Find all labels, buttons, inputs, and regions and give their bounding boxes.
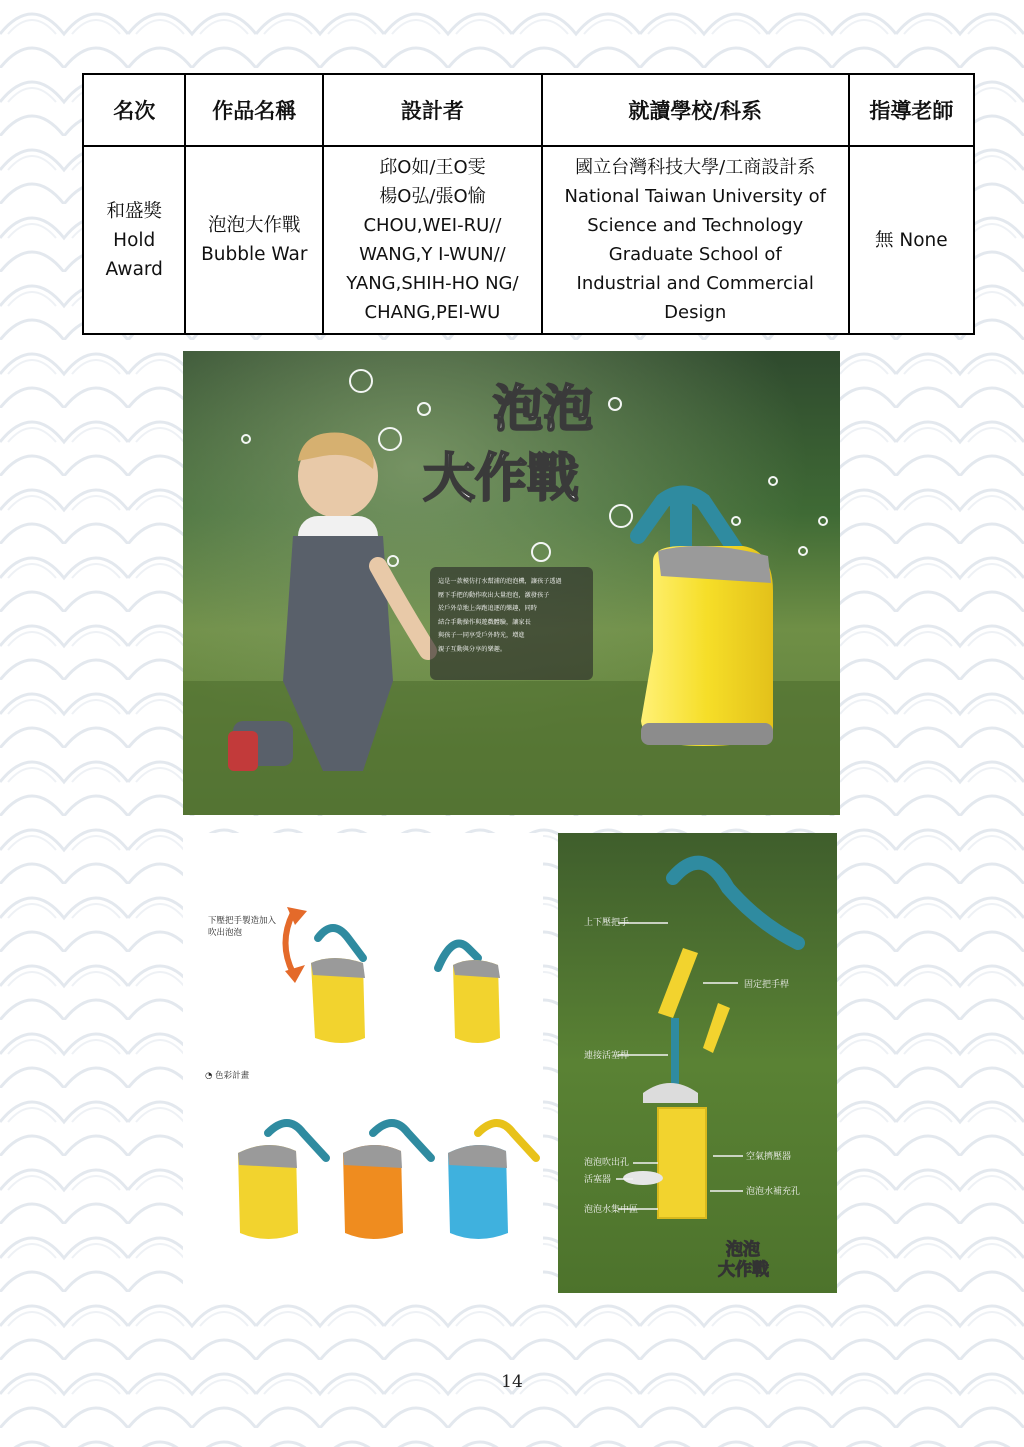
page-number: 14 — [501, 1372, 523, 1392]
cell-work — [185, 146, 323, 334]
school-line: Design — [664, 302, 727, 323]
school-line: National Taiwan University of — [564, 186, 826, 207]
designer-line: 楊O弘/張O愉 — [379, 186, 486, 207]
parts-logo-1: 泡泡 — [726, 1240, 760, 1260]
color-variant-pump — [238, 1123, 326, 1239]
description-line: 結合手動操作與遊戲體驗，讓家長 — [438, 618, 531, 626]
designer-line: WANG,Y I-WUN// — [359, 244, 506, 265]
part-label: 泡泡水集中區 — [584, 1205, 639, 1215]
parts-logo-2: 大作戰 — [718, 1260, 769, 1280]
color-wheel-icon: ◔ — [205, 1071, 216, 1081]
part-label: 上下壓把手 — [584, 918, 630, 928]
table-row — [83, 146, 974, 334]
part-label: 固定把手桿 — [744, 980, 790, 990]
description-line: 於戶外草地上奔跑追逐的樂趣，同時 — [438, 605, 537, 612]
school-line: Industrial and Commercial — [576, 273, 814, 294]
header-advisor: 指導老師 — [849, 74, 974, 146]
caption-colors — [205, 1069, 249, 1081]
cell-school — [542, 146, 849, 334]
cell-advisor: 無 None — [849, 146, 974, 334]
usage-panel — [183, 833, 543, 1293]
designer-line: 邱O如/王O雯 — [379, 157, 486, 178]
cell-designers — [323, 146, 542, 334]
color-variant-pump — [448, 1123, 536, 1239]
description-line: 與孩子一同享受戶外時光，增進 — [438, 632, 525, 639]
parts-panel — [558, 833, 837, 1293]
part-label: 活塞器 — [584, 1175, 612, 1185]
part-label: 連接活塞桿 — [584, 1051, 630, 1061]
header-school: 就讀學校/科系 — [542, 74, 849, 146]
exploded-view — [558, 833, 837, 1293]
work-zh: 泡泡大作戰 — [208, 215, 301, 236]
table-header-row — [83, 74, 974, 146]
poster-photo — [183, 351, 840, 815]
rank-en-2: Award — [105, 258, 163, 280]
header-rank: 名次 — [83, 74, 185, 146]
cell-rank — [83, 146, 185, 334]
school-line: Graduate School of — [608, 244, 782, 265]
part-label: 泡泡吹出孔 — [584, 1158, 630, 1168]
school-line: 國立台灣科技大學/工商設計系 — [575, 157, 816, 178]
caption-colors-text: 色彩計畫 — [215, 1071, 250, 1081]
description-line: 這是一款模仿打水幫浦的泡泡機，讓孩子透過 — [438, 578, 562, 585]
award-table — [82, 73, 975, 335]
header-work: 作品名稱 — [185, 74, 323, 146]
header-designer: 設計者 — [323, 74, 542, 146]
caption-line: 下壓把手製造加入 — [208, 916, 277, 926]
caption-line: 吹出泡泡 — [208, 928, 243, 938]
school-line: Science and Technology — [587, 215, 804, 236]
poster-title-2: 大作戰 — [423, 449, 580, 509]
designer-line: CHANG,PEI-WU — [364, 302, 501, 323]
color-variant-pump — [343, 1123, 431, 1239]
poster-title-1: 泡泡 — [493, 380, 593, 438]
rank-zh: 和盛獎 — [106, 200, 162, 222]
work-en: Bubble War — [201, 244, 308, 265]
designer-line: YANG,SHIH-HO NG/ — [346, 273, 519, 294]
part-label: 空氣擠壓器 — [746, 1152, 792, 1162]
rank-en-1: Hold — [113, 229, 156, 251]
usage-illustrations — [183, 833, 543, 1293]
poster-description — [430, 567, 593, 680]
description-line: 壓下手把的動作吹出大量泡泡，激發孩子 — [438, 591, 550, 599]
designer-line: CHOU,WEI-RU// — [363, 215, 502, 236]
description-line: 親子互動與分享的樂趣。 — [438, 645, 507, 653]
part-label: 泡泡水補充孔 — [746, 1187, 801, 1197]
